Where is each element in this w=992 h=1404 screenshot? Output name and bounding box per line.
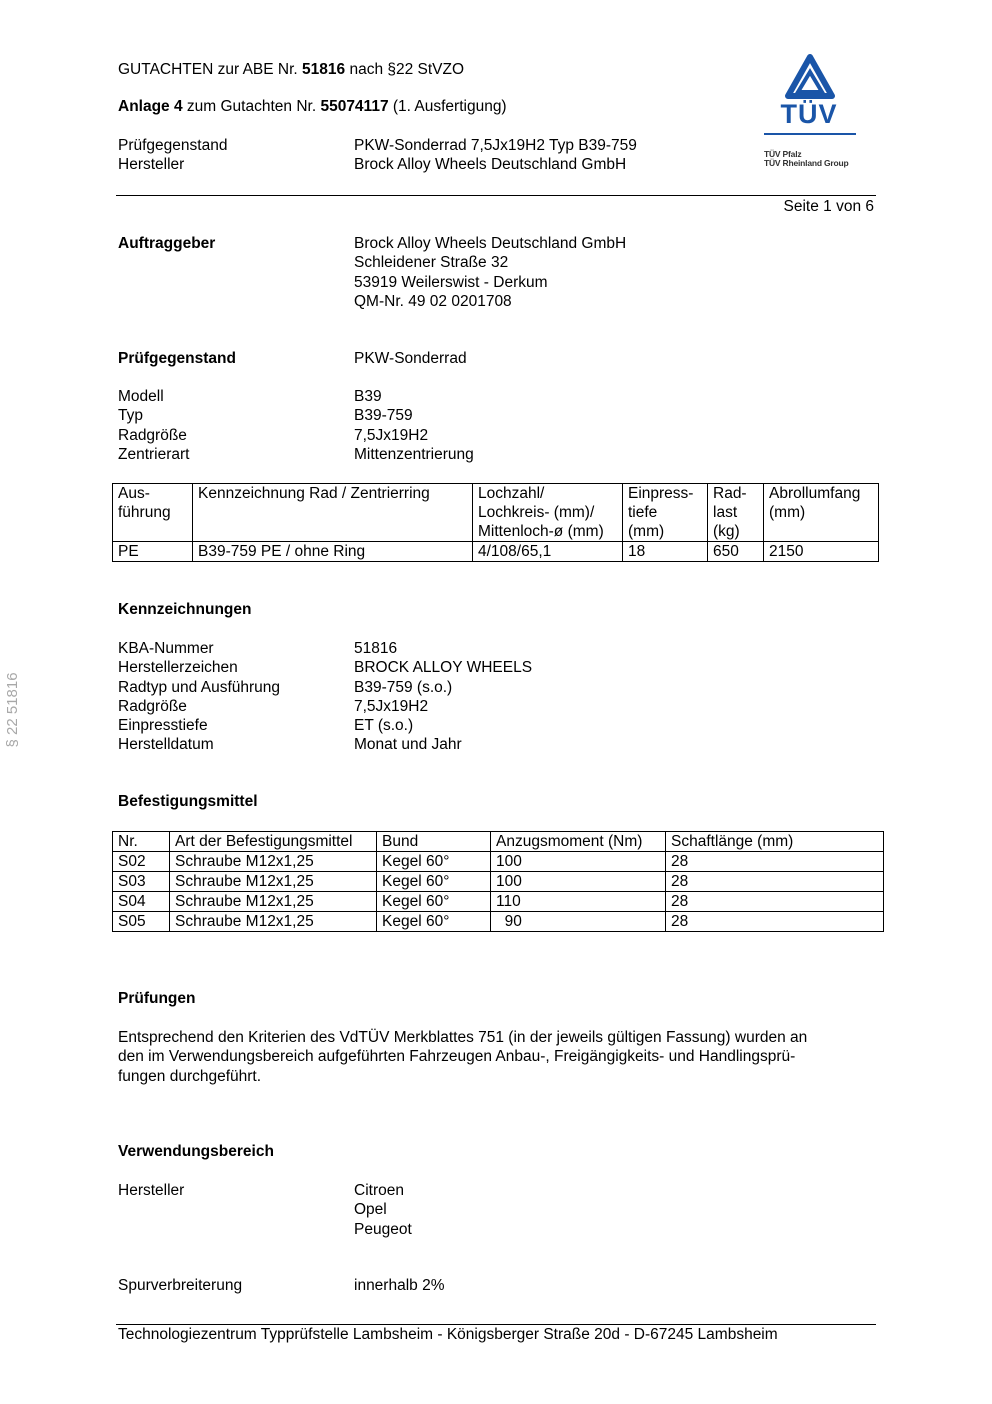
table-row: S04 Schraube M12x1,25 Kegel 60° 110 28	[113, 892, 884, 912]
tests-paragraph: Entsprechend den Kriterien des VdTÜV Merkblattes 751 (in der jeweils gültigen Fassung) wurden an den im Verwendungsbereich aufgeführten Fahrzeugen Anbau-, Freigängigkeits- und Handlingsprü- fungen durchgeführt.	[118, 1029, 808, 1085]
header-rule	[116, 195, 876, 196]
footer-address: Technologiezentrum Typprüfstelle Lambsheim - Königsberger Straße 20d - D-67245 Lambsheim	[118, 1326, 778, 1343]
tuev-subtitle-2: TÜV Rheinland Group	[764, 158, 849, 168]
subject-value: PKW-Sonderrad	[354, 350, 467, 367]
table-row: S05 Schraube M12x1,25 Kegel 60° 90 28	[113, 912, 884, 932]
tuev-logo	[758, 54, 860, 174]
table-header-row: Aus- führung Kennzeichnung Rad / Zentrierring Lochzahl/ Lochkreis- (mm)/ Mittenloch-ø (mm) Einpress- tiefe (mm) Rad- last (kg) Abrollumfang (mm)	[113, 484, 879, 542]
tuev-brand: TÜV	[780, 99, 838, 129]
usage-label: Verwendungsbereich	[118, 1143, 274, 1160]
report-title: GUTACHTEN zur ABE Nr. 51816 nach §22 StVZO	[118, 61, 465, 78]
fasteners-table	[112, 831, 884, 932]
table-row: PE B39-759 PE / ohne Ring 4/108/65,1 18 650 2150	[113, 542, 879, 562]
usage-manufacturer-label: Hersteller	[118, 1182, 185, 1199]
page-number: Seite 1 von 6	[783, 198, 874, 215]
fasteners-label: Befestigungsmittel	[118, 793, 258, 810]
side-stamp: § 22 51816	[3, 672, 21, 748]
table-row: S03 Schraube M12x1,25 Kegel 60° 100 28	[113, 872, 884, 892]
table-header-row: Nr. Art der Befestigungsmittel Bund Anzugsmoment (Nm) Schaftlänge (mm)	[113, 832, 884, 852]
table-row: S02 Schraube M12x1,25 Kegel 60° 100 28	[113, 852, 884, 872]
client-label: Auftraggeber	[118, 235, 216, 252]
subject-label: Prüfgegenstand	[118, 350, 236, 367]
client-address: Brock Alloy Wheels Deutschland GmbH Schleidener Straße 32 53919 Weilerswist - Derkum QM-Nr. 49 02 0201708	[354, 235, 627, 310]
tests-label: Prüfungen	[118, 990, 196, 1007]
track-widening-value: innerhalb 2%	[354, 1277, 445, 1294]
usage-manufacturers: Citroen Opel Peugeot	[354, 1182, 412, 1238]
track-widening-label: Spurverbreiterung	[118, 1277, 243, 1294]
tuev-subtitle-1: TÜV Pfalz	[764, 149, 802, 159]
annex-line: Anlage 4 zum Gutachten Nr. 55074117 (1. Ausfertigung)	[118, 98, 507, 115]
markings-label: Kennzeichnungen	[118, 601, 252, 618]
wheel-table	[112, 483, 879, 562]
